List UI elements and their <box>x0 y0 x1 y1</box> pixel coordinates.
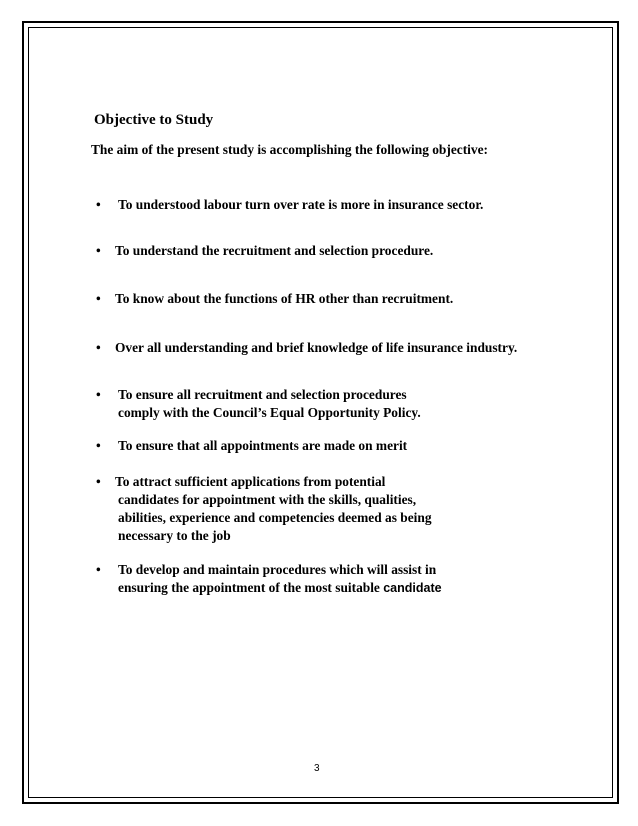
bullet-icon: • <box>96 197 101 212</box>
bullet-icon: • <box>96 438 101 453</box>
section-heading: Objective to Study <box>94 112 214 128</box>
objective-line: To understood labour turn over rate is more in insurance sector. <box>118 197 484 212</box>
bullet-icon: • <box>96 387 101 402</box>
objective-line: To develop and maintain procedures which will assist in <box>118 562 437 577</box>
bullet-icon: • <box>96 474 101 489</box>
objective-line: To know about the functions of HR other than recruitment. <box>115 291 454 306</box>
objective-line: To ensure all recruitment and selection procedures <box>118 387 407 402</box>
objective-line: necessary to the job <box>118 528 231 543</box>
objective-line-last <box>118 579 442 597</box>
objective-line: abilities, experience and competencies deemed as being <box>118 510 432 525</box>
objective-line: To understand the recruitment and selection procedure. <box>115 243 434 258</box>
objective-line: candidates for appointment with the skills, qualities, <box>118 492 417 507</box>
intro-text: The aim of the present study is accomplishing the following objective: <box>91 142 488 157</box>
objective-line: comply with the Council’s Equal Opportunity Policy. <box>118 405 421 420</box>
bullet-icon: • <box>96 291 101 306</box>
objective-line: To ensure that all appointments are made on merit <box>118 438 408 453</box>
objective-line-text: ensuring the appointment of the most suitable <box>118 580 384 595</box>
page-number: 3 <box>314 763 320 774</box>
objective-line: Over all understanding and brief knowledge of life insurance industry. <box>115 340 518 355</box>
bullet-icon: • <box>96 562 101 577</box>
trailing-word: candidate <box>383 581 442 595</box>
objective-line: To attract sufficient applications from potential <box>115 474 386 489</box>
bullet-icon: • <box>96 243 101 258</box>
bullet-icon: • <box>96 340 101 355</box>
